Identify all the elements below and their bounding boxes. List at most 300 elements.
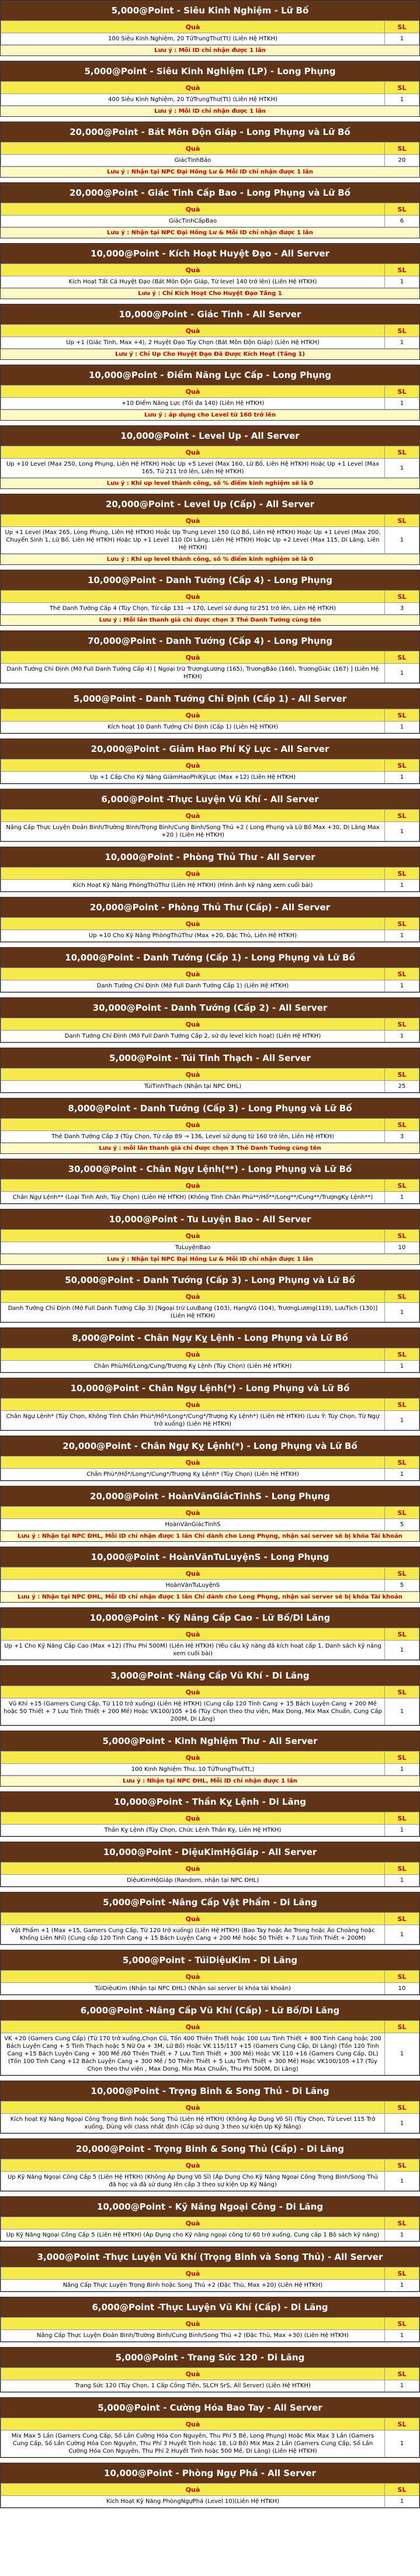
reward-name: Thần Kỵ Lệnh (Túy Chọn, Chức Lệnh Thần Kỵ, Liên Hệ HTKH): [1, 1825, 385, 1836]
block-note: Lưu ý : Mỗi lần thanh giá chỉ được chọn 3 Thẻ Danh Tướng cùng tên: [1, 615, 419, 625]
block-title: 20,000@Point - Bát Môn Độn Giáp - Long Phụng và Lữ Bố: [1, 122, 419, 142]
block-note: Lưu ý : Mỗi ID chỉ nhận được 1 lần: [1, 106, 419, 116]
promo-block: [0, 1327, 420, 1373]
reward-table: [1, 1229, 419, 1254]
table-row: [1, 1698, 419, 1725]
reward-table: [1, 917, 419, 942]
reward-table: [1, 2483, 419, 2508]
block-title: 8,000@Point - Chân Ngự Kỵ Lệnh - Long Phụng và Lữ Bố: [1, 1328, 419, 1348]
block-title: 5,000@Point -Nâng Cấp Vật Phẩm - Di Lăng: [1, 1892, 419, 1912]
block-title: 10,000@Point - Danh Tướng (Cấp 1) - Long Phụng và Lữ Bố: [1, 948, 419, 968]
table-row: [1, 398, 419, 410]
reward-qty: 25: [385, 1081, 419, 1093]
table-row: [1, 2114, 419, 2133]
table-row: [1, 459, 419, 478]
reward-name: Up Kỹ Năng Ngoại Công Cấp 5 (Liên Hệ HTKH) (Áp Dụng cho Kỹ năng ngoại công từ 60 trở xuống, Cung cấp 1 Bộ sách kỹ năng): [1, 2230, 385, 2241]
reward-qty: 1: [385, 337, 419, 349]
reward-name: Kích hoạt 10 Danh Tướng Chỉ Định (Cấp 1) (Liên Hệ HTKH): [1, 722, 385, 733]
col-header-qua: Quà: [1, 968, 385, 980]
col-header-sl: SL: [385, 1069, 419, 1081]
col-header-sl: SL: [385, 1348, 419, 1361]
table-row: [1, 33, 419, 45]
reward-qty: 1: [385, 398, 419, 410]
block-title: 10,000@Point - Kích Hoạt Huyệt Đạo - All Server: [1, 244, 419, 264]
reward-table: [1, 1118, 419, 1143]
reward-qty: 1: [385, 1469, 419, 1481]
col-header-sl: SL: [385, 2217, 419, 2230]
reward-table: [1, 809, 419, 841]
table-row: [1, 2280, 419, 2291]
block-title: 20,000@Point - Trọng Binh & Song Thủ (Cấp) - Di Lăng: [1, 2139, 419, 2159]
col-header-qua: Quà: [1, 918, 385, 930]
reward-table: [1, 2418, 419, 2457]
reward-table: [1, 1456, 419, 1481]
block-title: 5,000@Point - Trang Sức 120 - Di Lăng: [1, 2348, 419, 2367]
col-header-qua: Quà: [1, 386, 385, 398]
col-header-sl: SL: [385, 1812, 419, 1825]
reward-qty: 1: [385, 527, 419, 554]
reward-qty: 1: [385, 2172, 419, 2191]
reward-name: Chân Phù/Hổ/Long/Cung/Trượng Kỵ Lệnh (Túy Chọn) (Liên Hệ HTKH): [1, 1361, 385, 1372]
reward-table: [1, 385, 419, 410]
reward-table: [1, 1970, 419, 1995]
reward-name: TuLuyệnBao: [1, 1242, 385, 1254]
col-header-sl: SL: [385, 1863, 419, 1875]
block-note: Lưu ý : Nhận tại NPC Đại Hồng Lư & Mỗi ID chỉ nhận được 1 lần: [1, 1254, 419, 1264]
promo-block: [0, 1547, 420, 1603]
reward-table: [1, 759, 419, 783]
block-title: 10,000@Point - Điểm Năng Lực Cấp - Long Phụng: [1, 365, 419, 385]
col-header-qua: Quà: [1, 868, 385, 880]
col-header-sl: SL: [385, 143, 419, 155]
table-row: [1, 2431, 419, 2457]
reward-name: Kích hoạt Kỹ Năng Ngoại Công Trọng Binh hoặc Song Thủ (Liên Hệ HTKH) (Không Áp Dụng Võ Sĩ) (Túy Chọn, Từ Level 115 Trở xuống, Dùng với class nhất định (Cấp sử dụng 3 theo sự kiện Up Kỹ Năng): [1, 2114, 385, 2133]
col-header-qua: Quà: [1, 1812, 385, 1825]
table-row: [1, 1825, 419, 1836]
reward-table: [1, 264, 419, 288]
block-title: 50,000@Point - Danh Tướng (Cấp 3) - Long Phụng và Lữ Bố: [1, 1270, 419, 1290]
promo-block: [0, 182, 420, 238]
reward-name: HoànVănGiácTinhS: [1, 1519, 385, 1531]
promo-block: [0, 1731, 420, 1787]
reward-qty: 1: [385, 1698, 419, 1725]
reward-table: [1, 142, 419, 167]
reward-table: [1, 1179, 419, 1204]
col-header-sl: SL: [385, 386, 419, 398]
reward-table: [1, 2020, 419, 2075]
reward-qty: 1: [385, 1031, 419, 1042]
reward-table: [1, 1068, 419, 1093]
block-title: 20,000@Point - HoànVănGiácTinhS - Long Phụng: [1, 1486, 419, 1506]
reward-table: [1, 867, 419, 892]
reward-name: VK +20 (Gamers Cung Cấp) (Từ 170 trở xuống,Chọn Cũ, Tốn 400 Thiên Thiết hoặc 100 Lưu Tinh Thiết + 800 Tinh Cang hoặc 200 Bách Luyện Cang + 5 Tinh Thạch hoặc 5 Nữ Oa + 3M, Lữ Bố) Hoặc VK 115/117 +15 (Gamers Cung Cấp, Di Lăng) (Tốn 120 Tinh Cang +15 Bách Luyện Cang + 300 Mề /60 Thiên Thiết + 7 Lưu Tinh Thiết + 300 Mề) Hoặc VK 110 +16 (Gamers Cung Cấp, DL) (Tốn 100 Tinh Cang +12 Bách Luyện Cang + 300 Mề / 50 Thiên Thiết + 5 Lưu Tinh Thiết + 300 Mề) Hoặc VK100/105 +17 (Túy Chọn theo thư viện , Max Dong, Mix Max Chuẩn, Thu Phí 500M, Di Lăng): [1, 2033, 385, 2075]
block-title: 30,000@Point - Danh Tướng (Cấp 2) - All Server: [1, 998, 419, 1018]
promo-block: [0, 1048, 420, 1093]
reward-name: Danh Tướng Chỉ Định (Mở Full Danh Tướng Cấp 1) (Liên Hệ HTKH): [1, 980, 385, 992]
col-header-sl: SL: [385, 810, 419, 822]
col-header-sl: SL: [385, 1291, 419, 1303]
col-header-sl: SL: [385, 82, 419, 94]
col-header-sl: SL: [385, 2159, 419, 2172]
col-header-sl: SL: [385, 918, 419, 930]
col-header-sl: SL: [385, 2268, 419, 2280]
reward-table: [1, 968, 419, 992]
block-title: 5,000@Point - Siêu Kinh Nghiệm - Lữ Bố: [1, 1, 419, 20]
reward-name: Up +1 Cho Kỹ Năng Cấp Cao (Max +12) (Thu Phí 500M) (Liên Hệ HTKH) (Yêu cầu kỹ năng đã kích hoạt cấp 1, Danh sách kỹ năng xem cuối bài): [1, 1641, 385, 1660]
reward-name: Mix Max 5 Lần (Gamers Cung Cấp, Số Lần Cường Hóa Con Nguyên, Thu Phí 5 Bê, Long Phụng) Hoặc Mix Max 3 Lần (Gamers Cung Cấp, Số Lần Cường Hóa Con Nguyên, Thu Phí 3 Huyết Tinh hoặc 18, Lữ Bố) Mix Max 2 Lần (Gamers Cung Cấp, Số Lần Cường Hóa Con Nguyên, Thu Phí 2 Huyết Tinh hoặc 500 Mề, Di Lăng) (Liên Hệ HTKH): [1, 2431, 385, 2457]
col-header-qua: Quà: [1, 1568, 385, 1580]
reward-name: +10 Điểm Năng Lực (Tối đa 140) (Liên Hệ HTKH): [1, 398, 385, 410]
col-header-sl: SL: [385, 709, 419, 722]
col-header-qua: Quà: [1, 1399, 385, 1411]
block-title: 10,000@Point - Phòng Ngự Phá - All Server: [1, 2463, 419, 2483]
reward-name: Up +1 (Giác Tinh, Max +4), 2 Huyệt Đạo Tùy Chọn (Bát Môn Độn Giáp) (Liên Hệ HTKH): [1, 337, 385, 349]
reward-name: 400 Siêu Kinh Nghiệm, 20 TửTrungThư(Tt) (Liên Hệ HTKH): [1, 94, 385, 106]
promo-block: [0, 1607, 420, 1660]
reward-name: Chân Phù*/Hổ*/Long*/Cung*/Trượng Kỵ Lệnh* (Túy Chọn) (Liên Hệ HTKH): [1, 1469, 385, 1481]
promo-block: [0, 1791, 420, 1837]
col-header-sl: SL: [385, 1399, 419, 1411]
reward-qty: 1: [385, 1192, 419, 1204]
block-title: 10,000@Point - Tu Luyện Bao - All Server: [1, 1209, 419, 1229]
col-header-sl: SL: [385, 446, 419, 459]
promo-block: [0, 1486, 420, 1542]
promo-block: [0, 2081, 420, 2134]
reward-name: Kích Hoạt Kỹ Năng PhòngNgựPhá (Level 10)(Liên Hệ HTKH): [1, 2496, 385, 2508]
table-row: [1, 880, 419, 892]
promo-block: [0, 1665, 420, 1726]
promo-block: [0, 122, 420, 178]
block-title: 20,000@Point - Level Up (Cấp) - All Server: [1, 494, 419, 514]
block-note: Lưu ý : Nhận tại NPC ĐHL, Mỗi ID chỉ nhận được 1 lần Chỉ dành cho Long Phụng, nhận sai server sẽ bị khóa Tài khoản: [1, 1592, 419, 1602]
table-row: [1, 980, 419, 992]
col-header-qua: Quà: [1, 591, 385, 603]
block-title: 5,000@Point - Danh Tướng Chỉ Định (Cấp 1) - All Server: [1, 689, 419, 709]
block-title: 10,000@Point - Thần Kỵ Lệnh - Di Lăng: [1, 1792, 419, 1812]
reward-qty: 1: [385, 772, 419, 783]
table-row: [1, 1411, 419, 1430]
block-title: 5,000@Point - Cường Hóa Bao Tay - All Server: [1, 2398, 419, 2418]
block-note: Lưu ý : mỗi lần thanh giá chỉ được chọn 3 Thẻ Danh Tướng cùng tên: [1, 1143, 419, 1153]
block-title: 20,000@Point - Giác Tinh Cấp Bao - Long Phụng và Lữ Bố: [1, 183, 419, 203]
promo-block: [0, 1209, 420, 1265]
col-header-sl: SL: [385, 760, 419, 772]
col-header-qua: Quà: [1, 515, 385, 527]
table-row: [1, 1361, 419, 1372]
block-title: 6,000@Point -Thực Luyện Vũ Khí (Cấp) - Di Lăng: [1, 2297, 419, 2317]
table-row: [1, 722, 419, 733]
table-row: [1, 276, 419, 288]
reward-name: Kích Hoạt Tất Cả Huyệt Đạo (Bát Môn Độn Giáp, Từ level 140 trở lên) (Liên Hệ HTKH): [1, 276, 385, 288]
reward-name: Up +1 Cấp Cho Kỹ Năng GiảmHaoPhíKỹLực (Max +12) (Liên Hệ HTKH): [1, 772, 385, 783]
block-note: Lưu ý : Nhận tại NPC Đại Hồng Lư & Mỗi ID chỉ nhận được 1 lần: [1, 227, 419, 238]
table-row: [1, 1131, 419, 1143]
reward-name: Chân Ngự Lệnh* (Túy Chọn, Không Tính Chân Phù*/Hổ*/Long*/Cung*/Trượng Kỵ Lệnh*) (Liên Hệ HTKH) (Lưu Ý: Túy Chọn, Từ Ngự trở xuống) (Liên Hệ HTKH): [1, 1411, 385, 1430]
block-title: 10,000@Point - Giác Tinh - All Server: [1, 304, 419, 324]
col-header-sl: SL: [385, 1568, 419, 1580]
col-header-qua: Quà: [1, 2159, 385, 2172]
reward-name: Thẻ Danh Tướng Cấp 4 (Túy Chọn, Từ cấp 131 → 170, Level sử dụng từ 251 trở lên, Liên Hệ HTKH): [1, 603, 385, 615]
reward-table: [1, 1628, 419, 1660]
block-note: Lưu ý : Nhận tại NPC ĐHL, Mỗi ID chỉ nhận được 1 lần Chỉ dành cho Long Phụng, nhận sai server sẽ bị khóa Tài khoản: [1, 1531, 419, 1541]
reward-qty: 1: [385, 1825, 419, 1836]
col-header-sl: SL: [385, 1507, 419, 1519]
block-title: 10,000@Point - Kỹ Năng Cấp Cao - Lữ Bố/Di Lăng: [1, 1608, 419, 1628]
col-header-qua: Quà: [1, 2318, 385, 2330]
col-header-qua: Quà: [1, 1018, 385, 1031]
reward-name: DiệuKimHộGiáp (Random, nhận tại NPC ĐHL): [1, 1875, 385, 1887]
block-title: 10,000@Point - Chân Ngự Lệnh(*) - Long Phụng và Lữ Bố: [1, 1378, 419, 1398]
reward-name: GiácTinhBảo: [1, 155, 385, 167]
block-note: Lưu ý : Nhận tại NPC ĐHL, Mỗi ID chỉ nhận được 1 lần: [1, 1776, 419, 1786]
table-row: [1, 216, 419, 227]
reward-table: [1, 20, 419, 45]
promo-block: [0, 630, 420, 684]
reward-qty: 1: [385, 664, 419, 683]
promo-block: [0, 739, 420, 784]
col-header-sl: SL: [385, 591, 419, 603]
block-note: Lưu ý : Khi up level thành công, số % điểm kinh nghiệm sẽ là 0: [1, 478, 419, 488]
reward-table: [1, 1686, 419, 1725]
col-header-qua: Quà: [1, 810, 385, 822]
col-header-qua: Quà: [1, 1180, 385, 1192]
reward-qty: 1: [385, 1764, 419, 1776]
reward-qty: 1: [385, 880, 419, 892]
col-header-qua: Quà: [1, 1291, 385, 1303]
table-row: [1, 2330, 419, 2342]
block-note: Lưu ý : Nhận tại NPC Đại Hồng Lư & Mỗi ID chỉ nhận được 1 lần: [1, 167, 419, 177]
reward-qty: 1: [385, 2114, 419, 2133]
reward-table: [1, 81, 419, 106]
reward-name: Vật Phẩm +1 (Max +15, Gamers Cung Cấp, Từ 120 trở xuống) (Liên Hệ HTKH) (Bao Tay hoặc Áo Trong hoặc Áo Choàng hoặc Khống Liên Nhĩ) (Cung cấp 120 Tinh Cang + 15 Bách Luyện Cang + 200 Mề hoặc 50 Thiết + 7 Lưu Tinh Thiết + 200M): [1, 1925, 385, 1944]
reward-qty: 6: [385, 216, 419, 227]
reward-name: Up +10 Level (Max 250, Long Phụng, Liên Hệ HTKH) Hoặc Up +5 Level (Max 160, Lữ Bố, Liên Hệ HTKH) Hoặc Up +1 Level (Max 165, Tử 211 trở lên, Liên Hệ HTKH): [1, 459, 385, 478]
reward-qty: 1: [385, 1411, 419, 1430]
reward-qty: 1: [385, 2230, 419, 2241]
block-title: 6,000@Point -Thực Luyện Vũ Khí - All Server: [1, 789, 419, 809]
promo-block: [0, 1270, 420, 1323]
block-note: Lưu ý : Chỉ Kích Hoạt Cho Huyệt Đạo Tầng 1: [1, 288, 419, 299]
col-header-qua: Quà: [1, 21, 385, 33]
promo-block: [0, 243, 420, 299]
promo-block: [0, 1892, 420, 1945]
table-row: [1, 603, 419, 615]
reward-qty: 5: [385, 1580, 419, 1592]
col-header-qua: Quà: [1, 1971, 385, 1983]
col-header-sl: SL: [385, 2102, 419, 2114]
reward-name: GiácTinhCấpBao: [1, 216, 385, 227]
reward-table: [1, 1862, 419, 1887]
block-title: 10,000@Point - Trọng Binh & Song Thủ - Di Lăng: [1, 2081, 419, 2101]
promo-block: [0, 1378, 420, 1431]
promo-block: [0, 365, 420, 421]
reward-name: Nâng Cấp Thực Luyện Đoản Binh/Trường Binh/Cung Binh/Song Thủ +2 (Đặc Thù, Max +30) (Liên Hệ HTKH): [1, 2330, 385, 2342]
col-header-qua: Quà: [1, 446, 385, 459]
col-header-sl: SL: [385, 2418, 419, 2431]
block-note: Lưu ý : áp dụng cho Level từ 160 trở lên: [1, 410, 419, 420]
reward-table: [1, 709, 419, 733]
reward-table: [1, 2101, 419, 2133]
reward-table: [1, 1290, 419, 1322]
table-row: [1, 772, 419, 783]
reward-name: Danh Tướng Chỉ Định (Mở Full Danh Tướng Cấp 2, sử dụ level kích hoạt) (Liên Hệ HTKH): [1, 1031, 385, 1042]
table-row: [1, 2230, 419, 2241]
reward-qty: 1: [385, 1641, 419, 1660]
col-header-sl: SL: [385, 1686, 419, 1698]
col-header-qua: Quà: [1, 1457, 385, 1469]
promo-block: [0, 425, 420, 489]
table-row: [1, 2172, 419, 2191]
reward-table: [1, 203, 419, 227]
col-header-qua: Quà: [1, 1752, 385, 1764]
reward-qty: 1: [385, 1875, 419, 1887]
block-title: 20,000@Point - Chân Ngự Kỵ Lệnh(*) - Long Phụng và Lữ Bố: [1, 1436, 419, 1456]
block-title: 70,000@Point - Danh Tướng (Cấp 4) - Long Phụng: [1, 631, 419, 651]
promo-block: [0, 2347, 420, 2393]
reward-qty: 1: [385, 1303, 419, 1322]
reward-name: 100 Kinh Nghiệm Thư, 10 TửTrungThư(Tt,): [1, 1764, 385, 1776]
table-row: [1, 527, 419, 554]
col-header-sl: SL: [385, 2318, 419, 2330]
col-header-sl: SL: [385, 21, 419, 33]
table-row: [1, 1303, 419, 1322]
col-header-qua: Quà: [1, 203, 385, 216]
reward-qty: 10: [385, 1983, 419, 1995]
col-header-qua: Quà: [1, 2484, 385, 2496]
reward-qty: 1: [385, 459, 419, 478]
block-title: 3,000@Point -Nâng Cấp Vũ Khí - Di Lăng: [1, 1666, 419, 1686]
block-note: Lưu ý : Chỉ Up Cho Huyệt Đạo Đã Được Kích Hoạt (Tầng 1): [1, 349, 419, 359]
table-row: [1, 1580, 419, 1592]
reward-table: [1, 1751, 419, 1776]
block-title: 5,000@Point - Siêu Kinh Nghiệm (LP) - Long Phụng: [1, 61, 419, 81]
reward-qty: 1: [385, 930, 419, 942]
reward-name: Danh Tướng Chỉ Định (Mở Full Danh Tướng Cấp 3) [Ngoại trừ LưuBang (103), HạngVũ (104), TrươngLương(119), LưuTịch (130)] (Liên Hệ HTKH): [1, 1303, 385, 1322]
col-header-qua: Quà: [1, 143, 385, 155]
col-header-sl: SL: [385, 325, 419, 337]
table-row: [1, 2033, 419, 2075]
reward-name: TúiTinhThạch (Nhận tại NPC ĐHL): [1, 1081, 385, 1093]
table-row: [1, 337, 419, 349]
reward-name: Nâng Cấp Thực Luyện Đoản Binh/Trường Binh/Trọng Binh/Cung Binh/Song Thủ +2 ( Long Phụng và Lữ Bố Max +30, Di Lăng Max +20 ) (Liên Hệ HTKH): [1, 822, 385, 841]
col-header-sl: SL: [385, 1628, 419, 1641]
col-header-qua: Quà: [1, 760, 385, 772]
col-header-sl: SL: [385, 515, 419, 527]
block-note: Lưu ý : Khi up level thành công, số % điểm kinh nghiệm sẽ là 0: [1, 554, 419, 564]
reward-name: Kích Hoạt Kỹ Năng PhòngThủThư (Liên Hệ HTKH) (Hình ảnh kỹ năng xem cuối bài): [1, 880, 385, 892]
col-header-qua: Quà: [1, 1507, 385, 1519]
promo-block: [0, 2397, 420, 2458]
col-header-qua: Quà: [1, 1863, 385, 1875]
table-row: [1, 1875, 419, 1887]
col-header-sl: SL: [385, 1119, 419, 1131]
block-title: 30,000@Point - Chân Ngự Lệnh(**) - Long Phụng và Lữ Bố: [1, 1159, 419, 1179]
promo-block: [0, 0, 420, 56]
promo-block: [0, 61, 420, 117]
col-header-qua: Quà: [1, 1348, 385, 1361]
reward-table: [1, 514, 419, 554]
table-row: [1, 2496, 419, 2508]
col-header-qua: Quà: [1, 2102, 385, 2114]
table-row: [1, 155, 419, 167]
col-header-sl: SL: [385, 2368, 419, 2380]
reward-qty: 1: [385, 94, 419, 106]
block-title: 5,000@Point - Túi Tinh Thạch - All Server: [1, 1048, 419, 1068]
block-title: 3,000@Point -Thực Luyện Vũ Khí (Trọng Binh và Song Thủ) - All Server: [1, 2247, 419, 2267]
col-header-qua: Quà: [1, 651, 385, 664]
table-row: [1, 1242, 419, 1254]
reward-qty: 5: [385, 1519, 419, 1531]
reward-qty: 3: [385, 603, 419, 615]
reward-qty: 1: [385, 822, 419, 841]
promo-block: [0, 2138, 420, 2192]
reward-name: HoànVănTuLuyệnS: [1, 1580, 385, 1592]
table-row: [1, 1983, 419, 1995]
table-row: [1, 94, 419, 106]
col-header-sl: SL: [385, 868, 419, 880]
reward-name: Thẻ Danh Tướng Cấp 3 (Túy Chọn, Từ cấp 89 → 136, Level sử dụng từ 160 trở lên, Liên Hệ HTKH): [1, 1131, 385, 1143]
col-header-qua: Quà: [1, 325, 385, 337]
reward-table: [1, 590, 419, 615]
block-title: 20,000@Point - Phòng Thủ Thư (Cấp) - All Server: [1, 897, 419, 917]
promo-block: [0, 1159, 420, 1204]
reward-table: [1, 446, 419, 478]
promo-block: [0, 2000, 420, 2076]
reward-name: Nâng Cấp Thực Luyện Trọng Binh hoặc Song Thủ +2 (Đặc Thù, Max +20) (Liên Hệ HTKH): [1, 2280, 385, 2291]
reward-name: Up +1 Level (Max 265, Long Phụng, Liên Hệ HTKH) Hoặc Up Trung Level 150 (Lữ Bố, Liên Hệ HTKH) Hoặc Up +1 Level (Max 200, Chuyển Sinh 1, Lữ Bố, Liên Hệ HTKH) Hoặc Up +1 Level 110 (Di Lăng, Liên Hệ HTKH) Hoặc Up +2 Level (Max 115, Di Lăng, Liên Hệ HTKH): [1, 527, 385, 554]
reward-table: [1, 2367, 419, 2392]
promo-block: [0, 2196, 420, 2242]
reward-qty: 1: [385, 2280, 419, 2291]
col-header-sl: SL: [385, 2484, 419, 2496]
col-header-qua: Quà: [1, 1686, 385, 1698]
block-title: 6,000@Point -Nâng Cấp Vũ Khí (Cấp) - Lữ Bố/Di Lăng: [1, 2001, 419, 2020]
promo-block: [0, 570, 420, 626]
reward-qty: 1: [385, 2431, 419, 2457]
col-header-qua: Quà: [1, 1628, 385, 1641]
promo-block: [0, 1098, 420, 1154]
col-header-sl: SL: [385, 968, 419, 980]
table-row: [1, 930, 419, 942]
block-title: 10,000@Point - Phòng Thủ Thư - All Server: [1, 847, 419, 867]
block-title: 8,000@Point - Danh Tướng (Cấp 3) - Long Phụng và Lữ Bố: [1, 1098, 419, 1118]
col-header-sl: SL: [385, 2021, 419, 2033]
col-header-qua: Quà: [1, 1230, 385, 1242]
reward-table: [1, 2317, 419, 2342]
reward-qty: 1: [385, 2496, 419, 2508]
col-header-qua: Quà: [1, 264, 385, 276]
block-title: 10,000@Point - DiệuKimHộGiáp - All Server: [1, 1842, 419, 1862]
promo-block: [0, 494, 420, 565]
reward-table: [1, 1018, 419, 1042]
table-row: [1, 1192, 419, 1204]
col-header-sl: SL: [385, 1457, 419, 1469]
reward-qty: 10: [385, 1242, 419, 1254]
promo-block: [0, 1436, 420, 1481]
reward-name: TúiDiệuKim (Nhận tại NPC ĐHL) (Nhận sai server bị khóa tài khoản): [1, 1983, 385, 1995]
reward-name: Up Kỹ Năng Ngoại Công Cấp 5 (Liên Hệ HTKH) (Không Áp Dụng Võ Sĩ) (Áp Dụng Cho Kỹ Năng Ngoại Công Trọng Binh/Song Thủ đã học và đã sử dụng lên cấp 3 theo sự kiện Up Kỹ Năng): [1, 2172, 385, 2191]
promo-block: [0, 1842, 420, 1887]
reward-table: [1, 2159, 419, 2191]
col-header-sl: SL: [385, 1180, 419, 1192]
col-header-qua: Quà: [1, 82, 385, 94]
promo-block: [0, 304, 420, 360]
col-header-qua: Quà: [1, 2217, 385, 2230]
block-title: 20,000@Point - Giảm Hao Phí Kỹ Lực - All Server: [1, 739, 419, 759]
promo-block: [0, 847, 420, 892]
promo-block: [0, 997, 420, 1043]
promo-block: [0, 1950, 420, 1995]
